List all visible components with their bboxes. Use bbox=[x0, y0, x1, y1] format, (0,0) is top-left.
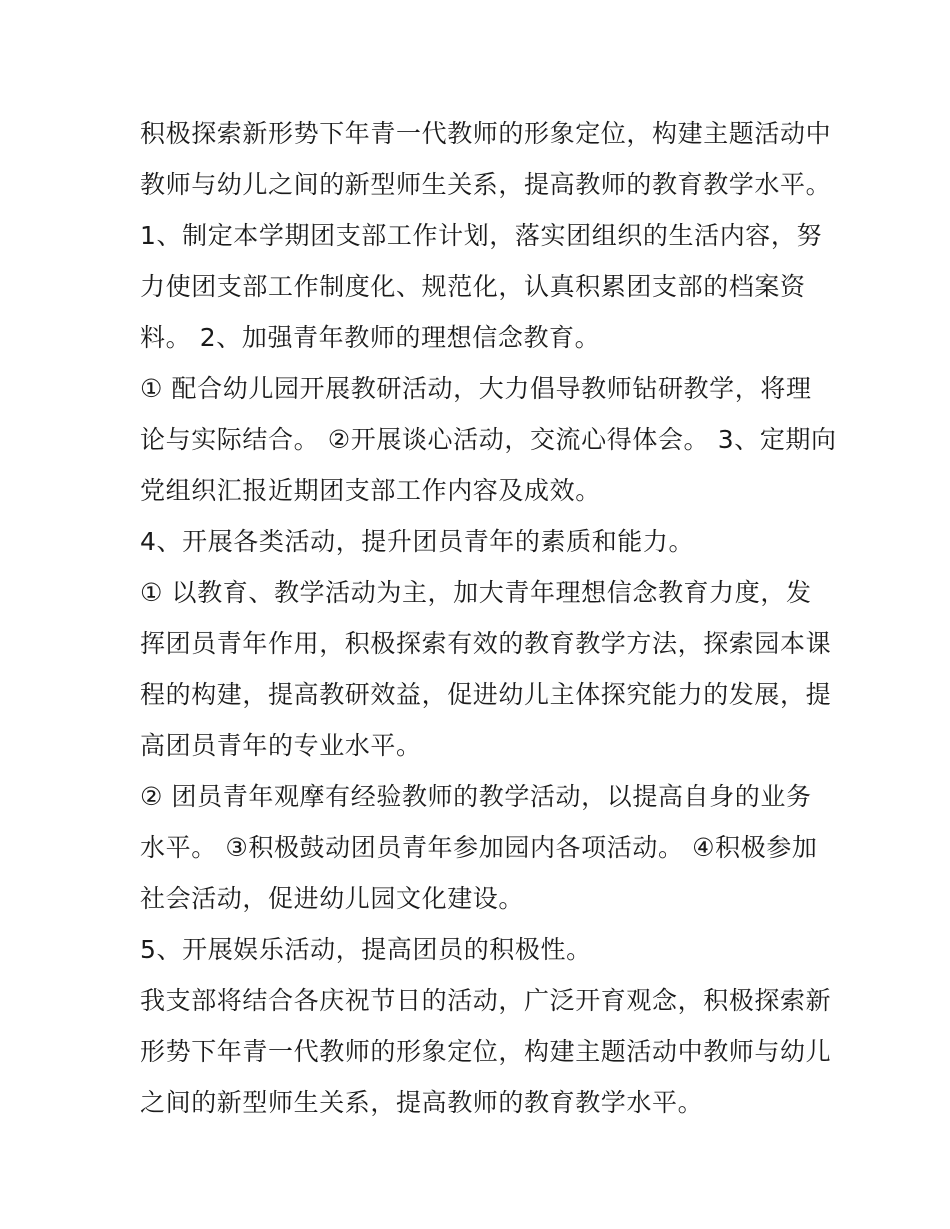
text-line: ① 以教育、教学活动为主，加大青年理想信念教育力度，发 bbox=[140, 578, 812, 607]
text-line: 5、开展娱乐活动，提高团员的积极性。 bbox=[140, 935, 592, 964]
text-line: 水平。 ③积极鼓动团员青年参加园内各项活动。 ④积极参加 bbox=[140, 833, 818, 862]
document-body bbox=[140, 108, 837, 1128]
text-line: ② 团员青年观摩有经验教师的教学活动，以提高自身的业务 bbox=[140, 782, 812, 811]
text-line: 之间的新型师生关系，提高教师的教育教学水平。 bbox=[140, 1088, 704, 1117]
text-line: 高团员青年的专业水平。 bbox=[140, 731, 422, 760]
text-line: 程的构建，提高教研效益，促进幼儿主体探究能力的发展，提 bbox=[140, 680, 832, 709]
text-line: 1、制定本学期团支部工作计划，落实团组织的生活内容，努 bbox=[140, 221, 823, 250]
text-line: 社会活动，促进幼儿园文化建设。 bbox=[140, 884, 525, 913]
text-line: 论与实际结合。 ②开展谈心活动，交流心得体会。 3、定期向 bbox=[140, 425, 837, 454]
text-line: 积极探索新形势下年青一代教师的形象定位，构建主题活动中 bbox=[140, 119, 832, 148]
text-line: 形势下年青一代教师的形象定位，构建主题活动中教师与幼儿 bbox=[140, 1037, 832, 1066]
text-line: 我支部将结合各庆祝节日的活动，广泛开育观念，积极探索新 bbox=[140, 986, 832, 1015]
text-line: 党组织汇报近期团支部工作内容及成效。 bbox=[140, 476, 601, 505]
text-line: 教师与幼儿之间的新型师生关系，提高教师的教育教学水平。 bbox=[140, 170, 832, 199]
text-line: 4、开展各类活动，提升团员青年的素质和能力。 bbox=[140, 527, 695, 556]
text-line: 料。 2、加强青年教师的理想信念教育。 bbox=[140, 323, 601, 352]
text-line: 挥团员青年作用，积极探索有效的教育教学方法，探索园本课 bbox=[140, 629, 832, 658]
text-line: 力使团支部工作制度化、规范化，认真积累团支部的档案资 bbox=[140, 272, 806, 301]
text-line: ① 配合幼儿园开展教研活动，大力倡导教师钻研教学，将理 bbox=[140, 374, 812, 403]
